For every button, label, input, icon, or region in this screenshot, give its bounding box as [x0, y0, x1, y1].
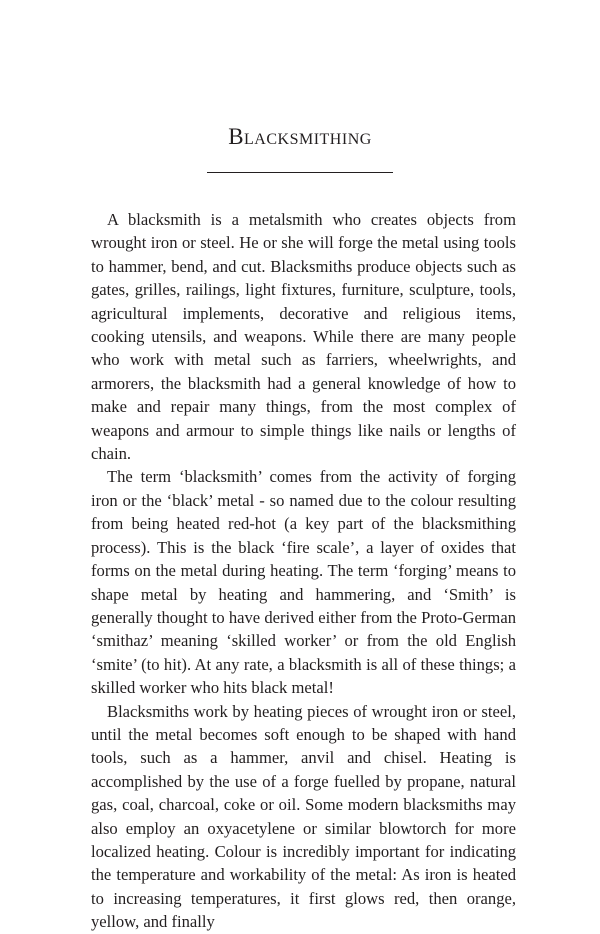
title-divider: [207, 172, 393, 173]
chapter-title: Blacksmithing: [228, 124, 372, 149]
paragraph-1: A blacksmith is a metalsmith who creates objects from wrought iron or steel. He or she will forge the metal using tools to hammer, bend, and cut. Blacksmiths produce objects such as gates, grilles, railings, light fixtures, furniture, sculpture, tools, agricultural implements, decorative and religious items, cooking utensils, and weapons. While there are many people who work with metal such as farriers, wheelwrights, and armorers, the blacksmith had a general knowledge of how to make and repair many things, from the most complex of weapons and armour to simple things like nails or lengths of chain.: [91, 210, 516, 464]
paragraph-2: The term ‘blacksmith’ comes from the activity of forging iron or the ‘black’ metal - so named due to the colour resulting from being heated red-hot (a key part of the blacksmithing process). This is the black ‘fire scale’, a layer of oxides that forms on the metal during heating. The term ‘forging’ means to shape metal by heating and hammering, and ‘Smith’ is generally thought to have derived either from the Proto-German ‘smithaz’ meaning ‘skilled worker’ or from the old English ‘smite’ (to hit). At any rate, a blacksmith is all of these things; a skilled worker who hits black metal!: [91, 467, 516, 698]
paragraph-3: Blacksmiths work by heating pieces of wrought iron or steel, until the metal becomes soft enough to be shaped with hand tools, such as a hammer, anvil and chisel. Heating is accomplished by the use of a forge fuelled by propane, natural gas, coal, charcoal, coke or oil. Some modern blacksmiths may also employ an oxyacetylene or similar blowtorch for more localized heating. Colour is incredibly important for indicating the temperature and workability of the metal: As iron is heated to increasing temperatures, it first glows red, then orange, yellow, and finally: [91, 701, 516, 932]
body-text: [91, 208, 516, 934]
